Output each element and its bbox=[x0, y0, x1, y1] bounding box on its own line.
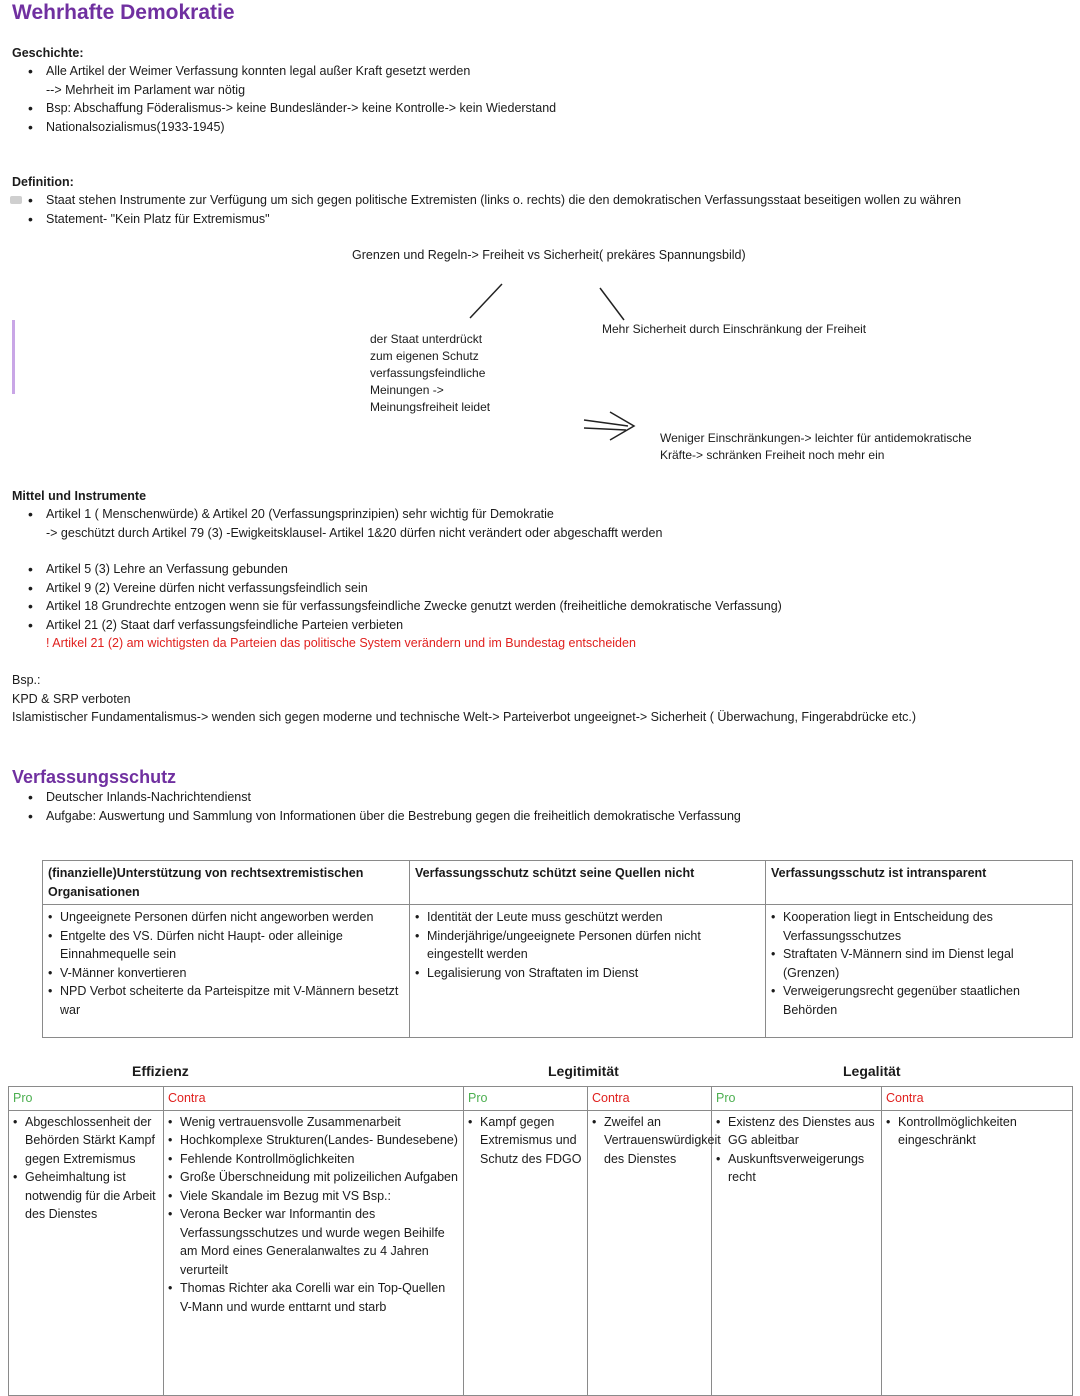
list-item: • Geheimhaltung ist notwendig für die Arbeit des Dienstes bbox=[13, 1168, 159, 1224]
list-item-text: Artikel 1 ( Menschenwürde) & Artikel 20 (Verfassungsprinzipien) sehr wichtig für Demokratie bbox=[46, 507, 554, 521]
list-item bbox=[28, 210, 1073, 229]
diagram-right-text: Mehr Sicherheit durch Einschränkung der Freiheit bbox=[602, 322, 867, 336]
list-item: • Hochkomplexe Strukturen(Landes- Bundesebene) bbox=[168, 1131, 459, 1150]
diagram-left-line: verfassungsfeindliche bbox=[370, 366, 486, 380]
table-cell bbox=[712, 1110, 882, 1395]
list-item: • Legalisierung von Straftaten im Dienst bbox=[415, 964, 760, 983]
list-item: • Straftaten V-Männern sind im Dienst legal (Grenzen) bbox=[771, 945, 1067, 982]
list-item bbox=[28, 560, 782, 579]
diagram-left-line: zum eigenen Schutz bbox=[370, 349, 479, 363]
table-header-cell: (finanzielle)Unterstützung von rechtsextremistischen Organisationen bbox=[43, 861, 410, 905]
mittel-list bbox=[28, 560, 782, 653]
left-branch-line bbox=[470, 284, 502, 318]
list-item: • Große Überschneidung mit polizeilichen Aufgaben bbox=[168, 1168, 459, 1187]
table-cell bbox=[588, 1110, 721, 1395]
beispiel-line: KPD & SRP verboten bbox=[12, 692, 131, 706]
list-item bbox=[28, 579, 782, 598]
list-item: • Identität der Leute muss geschützt werden bbox=[415, 908, 760, 927]
right-branch-line bbox=[600, 288, 624, 320]
list-item-text: Deutscher Inlands-Nachrichtendienst bbox=[46, 790, 251, 804]
table-cell bbox=[164, 1110, 464, 1395]
list-item bbox=[28, 118, 556, 137]
list-item: • Kooperation liegt in Entscheidung des Verfassungsschutzes bbox=[771, 908, 1067, 945]
list-item-text: Artikel 18 Grundrechte entzogen wenn sie für verfassungsfeindliche Zwecke genutzt werden (freiheitliche demokratische Verfassung) bbox=[46, 599, 782, 613]
table-header-row bbox=[9, 1087, 1073, 1111]
list-item-text: Alle Artikel der Weimer Verfassung konnten legal außer Kraft gesetzt werden bbox=[46, 64, 471, 78]
list-item bbox=[28, 788, 741, 807]
list-item: • Thomas Richter aka Corelli war ein Top-Quellen V-Mann und wurde enttarnt und starb bbox=[168, 1279, 459, 1316]
contra-header: Contra bbox=[588, 1087, 712, 1111]
category-legalitaet: Legalität bbox=[843, 1063, 901, 1079]
table-row bbox=[43, 905, 1073, 1038]
list-item: • Kampf gegen Extremismus und Schutz des FDGO bbox=[468, 1113, 583, 1169]
table-cell bbox=[766, 905, 1073, 1038]
diagram-left-line: Meinungen -> bbox=[370, 383, 444, 397]
list-item: • Fehlende Kontrollmöglichkeiten bbox=[168, 1150, 459, 1169]
verfassungsschutz-list bbox=[28, 788, 741, 825]
list-item: • NPD Verbot scheiterte da Parteispitze mit V-Männern besetzt war bbox=[48, 982, 404, 1019]
pro-contra-table bbox=[8, 1086, 1073, 1396]
list-item bbox=[28, 505, 662, 542]
problems-table bbox=[42, 860, 1073, 1038]
table-header-cell: Verfassungsschutz schützt seine Quellen nicht bbox=[410, 861, 766, 905]
definition-list bbox=[28, 191, 1073, 228]
pro-header: Pro bbox=[464, 1087, 588, 1111]
list-item bbox=[28, 62, 556, 99]
category-effizienz: Effizienz bbox=[132, 1063, 189, 1079]
table-row bbox=[9, 1110, 1073, 1395]
list-item: • Minderjährige/ungeeignete Personen dürfen nicht eingestellt werden bbox=[415, 927, 760, 964]
section-title-verfassungsschutz: Verfassungsschutz bbox=[12, 767, 177, 787]
table-cell bbox=[410, 905, 766, 1038]
list-item-text: Staat stehen Instrumente zur Verfügung um sich gegen politische Extremisten (links o. rechts) die den demokratischen Verfassungsstaat beseitigen wollen zu währen bbox=[46, 193, 962, 207]
list-item-text: Aufgabe: Auswertung und Sammlung von Informationen über die Bestrebung gegen die freiheitlich demokratische Verfassung bbox=[46, 808, 741, 823]
list-item bbox=[28, 597, 782, 616]
pro-header: Pro bbox=[9, 1087, 164, 1111]
diagram-left-text bbox=[370, 331, 490, 416]
list-item: • Auskunftsverweigerungs recht bbox=[716, 1150, 877, 1187]
list-item bbox=[28, 616, 782, 653]
geschichte-list bbox=[28, 62, 556, 136]
list-item: • Existenz des Dienstes aus GG ableitbar bbox=[716, 1113, 877, 1150]
table-cell bbox=[9, 1110, 164, 1395]
contra-header: Contra bbox=[164, 1087, 464, 1111]
table-header-cell: Verfassungsschutz ist intransparent bbox=[766, 861, 1073, 905]
contra-header: Contra bbox=[882, 1087, 1073, 1111]
beispiel-label: Bsp.: bbox=[12, 673, 41, 687]
list-item-text: Nationalsozialismus(1933-1945) bbox=[46, 119, 225, 134]
list-item: • Verona Becker war Informantin des Verfassungsschutzes und wurde wegen Beihilfe am Mord eines Generalanwaltes zu 4 Jahren verurteilt bbox=[168, 1205, 459, 1279]
drag-handle-icon bbox=[10, 196, 22, 204]
list-item-continuation: --> Mehrheit im Parlament war nötig bbox=[46, 82, 246, 97]
list-item-text: Bsp: Abschaffung Föderalismus-> keine Bundesländer-> keine Kontrolle-> kein Wiederstand bbox=[46, 101, 557, 115]
mittel-label: Mittel und Instrumente bbox=[12, 489, 147, 503]
table-cell bbox=[464, 1110, 588, 1395]
list-item-text: Artikel 5 (3) Lehre an Verfassung gebunden bbox=[46, 562, 288, 576]
list-item: • Abgeschlossenheit der Behörden Stärkt Kampf gegen Extremismus bbox=[13, 1113, 159, 1169]
list-item-continuation: -> geschützt durch Artikel 79 (3) -Ewigkeitsklausel- Artikel 1&20 dürfen nicht verändert oder abgeschafft werden bbox=[46, 525, 663, 540]
list-item: • Wenig vertrauensvolle Zusammenarbeit bbox=[168, 1113, 459, 1132]
list-item-text: Artikel 9 (2) Vereine dürfen nicht verfassungsfeindlich sein bbox=[46, 580, 368, 595]
important-note: ! Artikel 21 (2) am wichtigsten da Parteien das politische System verändern und im Bundestag entscheiden bbox=[46, 636, 636, 650]
page-title: Wehrhafte Demokratie bbox=[12, 1, 235, 24]
diagram-bottom-line: Weniger Einschränkungen-> leichter für antidemokratische bbox=[660, 431, 972, 445]
definition-label: Definition: bbox=[12, 175, 74, 189]
diagram-left-line: der Staat unterdrückt bbox=[370, 332, 483, 346]
pro-header: Pro bbox=[712, 1087, 882, 1111]
table-cell bbox=[43, 905, 410, 1038]
diagram-bottom-line: Kräfte-> schränken Freiheit noch mehr ein bbox=[660, 448, 885, 462]
diagram-bottom-text bbox=[660, 430, 972, 464]
table-header-row bbox=[43, 861, 1073, 905]
list-item-text: Artikel 21 (2) Staat darf verfassungsfeindliche Parteien verbieten bbox=[46, 617, 404, 632]
list-item: • V-Männer konvertieren bbox=[48, 964, 404, 983]
list-item: • Verweigerungsrecht gegenüber staatlichen Behörden bbox=[771, 982, 1067, 1019]
geschichte-label: Geschichte: bbox=[12, 46, 84, 60]
list-item: • Zweifel an Vertrauenswürdigkeit des Dienstes bbox=[592, 1113, 707, 1169]
diagram-left-line: Meinungsfreiheit leidet bbox=[370, 400, 491, 414]
category-legitimitaet: Legitimität bbox=[548, 1063, 619, 1079]
list-item-text: Statement- "Kein Platz für Extremismus" bbox=[46, 211, 270, 226]
list-item: • Ungeeignete Personen dürfen nicht angeworben werden bbox=[48, 908, 404, 927]
mittel-first-list bbox=[28, 505, 662, 542]
table-cell bbox=[882, 1110, 1073, 1395]
double-arrow-icon bbox=[584, 412, 634, 440]
list-item bbox=[28, 191, 1073, 210]
list-item: • Entgelte des VS. Dürfen nicht Haupt- oder alleinige Einnahmequelle sein bbox=[48, 927, 404, 964]
beispiel-line: Islamistischer Fundamentalismus-> wenden sich gegen moderne und technische Welt-> Parteiverbot ungeeignet-> Sicherheit ( Überwachung, Fingerabdrücke etc.) bbox=[12, 710, 917, 724]
side-bar-marker bbox=[12, 320, 15, 394]
list-item bbox=[28, 99, 556, 118]
list-item: • Viele Skandale im Bezug mit VS Bsp.: bbox=[168, 1187, 459, 1206]
list-item: • Kontrollmöglichkeiten eingeschränkt bbox=[886, 1113, 1068, 1150]
list-item bbox=[28, 807, 741, 826]
diagram-top-text: Grenzen und Regeln-> Freiheit vs Sicherheit( prekäres Spannungsbild) bbox=[352, 248, 746, 262]
